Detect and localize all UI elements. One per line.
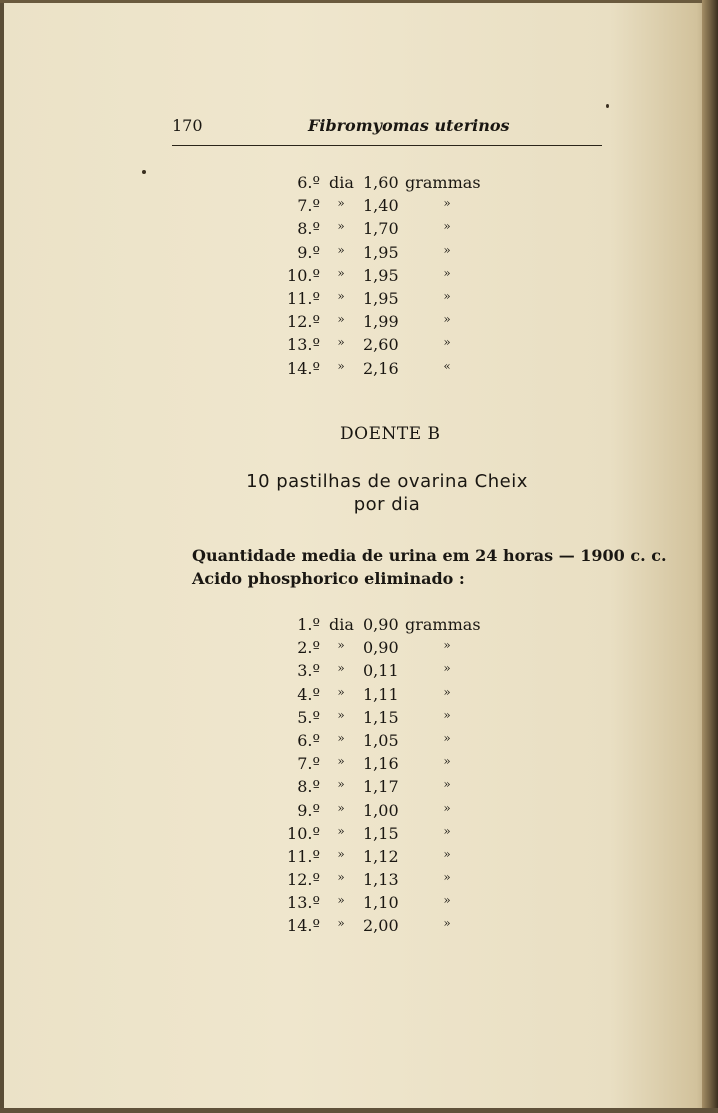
value-cell: 1,60 <box>363 173 399 192</box>
unit-label: dia <box>329 615 354 634</box>
unit-label: » <box>337 846 345 861</box>
value-cell: 0,11 <box>363 661 399 681</box>
value-cell: 1,99 <box>363 312 399 332</box>
day-label: 8.º <box>297 777 320 797</box>
table-row <box>270 685 510 708</box>
table-row <box>270 243 510 266</box>
day-label: 14.º <box>287 916 320 936</box>
measure-label: » <box>443 661 451 676</box>
measure-label: » <box>443 707 451 722</box>
table-row <box>270 219 510 242</box>
table-row <box>270 196 510 219</box>
section-title: DOENTE B <box>340 424 441 444</box>
value-cell: 2,16 <box>363 358 399 378</box>
value-cell: 1,11 <box>363 684 399 704</box>
day-label: 3.º <box>297 661 320 681</box>
page-gutter-shadow <box>702 0 718 1113</box>
table-row <box>270 266 510 289</box>
measure-label: » <box>443 219 451 234</box>
table-row <box>270 708 510 731</box>
table-row <box>270 777 510 800</box>
measure-label: » <box>443 823 451 838</box>
unit-label: » <box>337 661 345 676</box>
table-row <box>270 661 510 684</box>
table-row <box>270 801 510 824</box>
table-row <box>270 847 510 870</box>
table-row <box>270 870 510 893</box>
value-cell: 1,16 <box>363 754 399 774</box>
measure-label: » <box>443 312 451 327</box>
day-label: 13.º <box>287 893 320 913</box>
day-label: 10.º <box>287 265 320 285</box>
measure-label: » <box>443 242 451 257</box>
day-label: 11.º <box>287 846 320 866</box>
measure-label: » <box>443 754 451 769</box>
unit-label: » <box>337 288 345 303</box>
table-row <box>270 312 510 335</box>
unit-label: » <box>337 638 345 653</box>
unit-label: » <box>337 893 345 908</box>
table-row <box>270 916 510 939</box>
day-label: 4.º <box>297 684 320 704</box>
day-label: 2.º <box>297 638 320 658</box>
value-cell: 1,95 <box>363 265 399 285</box>
unit-label: » <box>337 823 345 838</box>
phosphoric-acid-intro-text: Acido phosphorico eliminado : <box>192 569 465 588</box>
unit-label: » <box>337 800 345 815</box>
measure-label: » <box>443 288 451 303</box>
unit-label: » <box>337 916 345 931</box>
measure-label: » <box>443 800 451 815</box>
measure-label: » <box>443 265 451 280</box>
day-label: 9.º <box>297 242 320 262</box>
measure-label: » <box>443 777 451 792</box>
day-label: 6.º <box>297 173 320 192</box>
page-top-edge <box>0 0 718 3</box>
measure-label: » <box>443 870 451 885</box>
value-cell: 1,13 <box>363 870 399 890</box>
measure-label: » <box>443 335 451 350</box>
table-row <box>270 359 510 382</box>
page-number: 170 <box>172 116 203 135</box>
unit-label: » <box>337 777 345 792</box>
running-header <box>172 116 602 144</box>
value-cell: 1,70 <box>363 219 399 239</box>
value-cell: 1,00 <box>363 800 399 820</box>
unit-label: » <box>337 358 345 373</box>
measure-label: grammas <box>405 173 481 192</box>
urine-quantity-line: Quantidade media de urina em 24 horas — 1900 c. c. <box>192 546 667 565</box>
page-left-edge <box>0 0 4 1113</box>
measure-label: grammas <box>405 615 481 634</box>
running-title: Fibromyomas uterinos <box>308 116 510 135</box>
table-row <box>270 615 510 638</box>
unit-label: » <box>337 707 345 722</box>
day-label: 6.º <box>297 730 320 750</box>
unit-label: dia <box>329 173 354 192</box>
unit-label: » <box>337 242 345 257</box>
day-label: 7.º <box>297 196 320 216</box>
value-cell: 1,15 <box>363 707 399 727</box>
unit-label: » <box>337 754 345 769</box>
table-row <box>270 893 510 916</box>
table-row <box>270 754 510 777</box>
table-row <box>270 335 510 358</box>
value-cell: 2,00 <box>363 916 399 936</box>
phosphoric-acid-table-a <box>270 173 510 382</box>
header-rule <box>172 145 602 146</box>
table-row <box>270 173 510 196</box>
value-cell: 1,40 <box>363 196 399 216</box>
value-cell: 1,95 <box>363 242 399 262</box>
unit-label: » <box>337 730 345 745</box>
day-label: 12.º <box>287 312 320 332</box>
phosphoric-acid-table-b <box>270 615 510 940</box>
value-cell: 1,05 <box>363 730 399 750</box>
day-label: 13.º <box>287 335 320 355</box>
value-cell: 0,90 <box>363 638 399 658</box>
dose-heading-line-1: 10 pastilhas de ovarina Cheix <box>246 471 528 492</box>
value-cell: 1,17 <box>363 777 399 797</box>
measure-label: » <box>443 684 451 699</box>
measure-label: » <box>443 638 451 653</box>
day-label: 1.º <box>297 615 320 634</box>
day-label: 7.º <box>297 754 320 774</box>
value-cell: 2,60 <box>363 335 399 355</box>
unit-label: » <box>337 312 345 327</box>
table-row <box>270 638 510 661</box>
value-cell: 1,10 <box>363 893 399 913</box>
day-label: 9.º <box>297 800 320 820</box>
measure-label: » <box>443 846 451 861</box>
value-cell: 1,12 <box>363 846 399 866</box>
unit-label: » <box>337 684 345 699</box>
table-row <box>270 824 510 847</box>
table-row <box>270 731 510 754</box>
day-label: 11.º <box>287 288 320 308</box>
value-cell: 0,90 <box>363 615 399 634</box>
dose-heading-line-2: por dia <box>353 494 421 515</box>
ink-speck <box>142 170 146 174</box>
unit-label: » <box>337 219 345 234</box>
measure-label: » <box>443 916 451 931</box>
measure-label: » <box>443 893 451 908</box>
unit-label: » <box>337 335 345 350</box>
ink-speck <box>606 104 609 108</box>
phosphoric-acid-intro <box>192 569 465 588</box>
measure-label: » <box>443 730 451 745</box>
value-cell: 1,15 <box>363 823 399 843</box>
unit-label: » <box>337 265 345 280</box>
unit-label: » <box>337 870 345 885</box>
measure-label: « <box>443 358 451 373</box>
day-label: 8.º <box>297 219 320 239</box>
value-cell: 1,95 <box>363 288 399 308</box>
day-label: 12.º <box>287 870 320 890</box>
page-bottom-edge <box>0 1108 718 1113</box>
table-row <box>270 289 510 312</box>
day-label: 14.º <box>287 358 320 378</box>
measure-label: » <box>443 196 451 211</box>
unit-label: » <box>337 196 345 211</box>
day-label: 5.º <box>297 707 320 727</box>
day-label: 10.º <box>287 823 320 843</box>
